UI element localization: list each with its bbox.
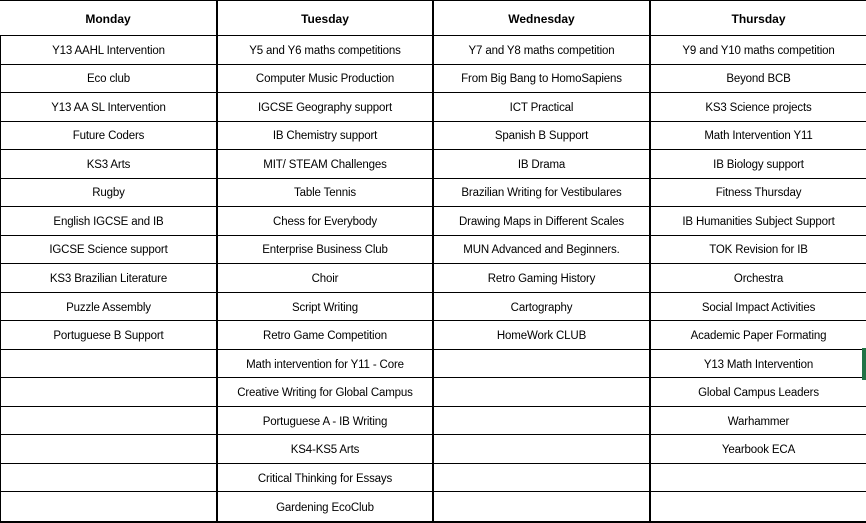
cell-tuesday-r3[interactable]: IGCSE Geography support <box>216 93 432 122</box>
column-header-monday[interactable]: Monday <box>0 1 216 36</box>
cell-wednesday-r17[interactable] <box>432 492 649 521</box>
cell-tuesday-r1[interactable]: Y5 and Y6 maths competitions <box>216 36 432 65</box>
cell-tuesday-r17[interactable]: Gardening EcoClub <box>216 492 432 521</box>
cell-wednesday-r13[interactable] <box>432 378 649 407</box>
excel-selection-indicator <box>862 348 866 381</box>
cell-monday-r1[interactable]: Y13 AAHL Intervention <box>0 36 216 65</box>
cell-tuesday-r14[interactable]: Portuguese A - IB Writing <box>216 407 432 436</box>
cell-thursday-r16[interactable] <box>649 464 866 493</box>
cell-tuesday-r5[interactable]: MIT/ STEAM Challenges <box>216 150 432 179</box>
cell-thursday-r3[interactable]: KS3 Science projects <box>649 93 866 122</box>
cell-thursday-r12[interactable]: Y13 Math Intervention <box>649 350 866 379</box>
column-header-tuesday[interactable]: Tuesday <box>216 1 432 36</box>
cell-tuesday-r2[interactable]: Computer Music Production <box>216 65 432 94</box>
cell-wednesday-r6[interactable]: Brazilian Writing for Vestibulares <box>432 179 649 208</box>
column-header-thursday[interactable]: Thursday <box>649 1 866 36</box>
cell-wednesday-r11[interactable]: HomeWork CLUB <box>432 321 649 350</box>
cell-thursday-r4[interactable]: Math Intervention Y11 <box>649 122 866 151</box>
cell-thursday-r8[interactable]: TOK Revision for IB <box>649 236 866 265</box>
cell-tuesday-r13[interactable]: Creative Writing for Global Campus <box>216 378 432 407</box>
cell-thursday-r17[interactable] <box>649 492 866 521</box>
cell-tuesday-r7[interactable]: Chess for Everybody <box>216 207 432 236</box>
cell-thursday-r9[interactable]: Orchestra <box>649 264 866 293</box>
cell-monday-r17[interactable] <box>0 492 216 521</box>
cell-tuesday-r15[interactable]: KS4-KS5 Arts <box>216 435 432 464</box>
cell-wednesday-r2[interactable]: From Big Bang to HomoSapiens <box>432 65 649 94</box>
cell-monday-r12[interactable] <box>0 350 216 379</box>
cell-thursday-r5[interactable]: IB Biology support <box>649 150 866 179</box>
cell-monday-r10[interactable]: Puzzle Assembly <box>0 293 216 322</box>
cell-thursday-r14[interactable]: Warhammer <box>649 407 866 436</box>
cell-monday-r5[interactable]: KS3 Arts <box>0 150 216 179</box>
cell-wednesday-r7[interactable]: Drawing Maps in Different Scales <box>432 207 649 236</box>
cell-monday-r15[interactable] <box>0 435 216 464</box>
cell-tuesday-r6[interactable]: Table Tennis <box>216 179 432 208</box>
cell-tuesday-r4[interactable]: IB Chemistry support <box>216 122 432 151</box>
cell-monday-r6[interactable]: Rugby <box>0 179 216 208</box>
column-header-wednesday[interactable]: Wednesday <box>432 1 649 36</box>
cell-monday-r16[interactable] <box>0 464 216 493</box>
cell-monday-r4[interactable]: Future Coders <box>0 122 216 151</box>
cell-thursday-r7[interactable]: IB Humanities Subject Support <box>649 207 866 236</box>
cell-thursday-r6[interactable]: Fitness Thursday <box>649 179 866 208</box>
cell-wednesday-r9[interactable]: Retro Gaming History <box>432 264 649 293</box>
cell-thursday-r1[interactable]: Y9 and Y10 maths competition <box>649 36 866 65</box>
cell-wednesday-r3[interactable]: ICT Practical <box>432 93 649 122</box>
cell-thursday-r13[interactable]: Global Campus Leaders <box>649 378 866 407</box>
cell-monday-r3[interactable]: Y13 AA SL Intervention <box>0 93 216 122</box>
cell-wednesday-r15[interactable] <box>432 435 649 464</box>
cell-monday-r13[interactable] <box>0 378 216 407</box>
cell-wednesday-r1[interactable]: Y7 and Y8 maths competition <box>432 36 649 65</box>
cell-wednesday-r14[interactable] <box>432 407 649 436</box>
cell-wednesday-r4[interactable]: Spanish B Support <box>432 122 649 151</box>
cell-tuesday-r10[interactable]: Script Writing <box>216 293 432 322</box>
cell-tuesday-r9[interactable]: Choir <box>216 264 432 293</box>
cell-monday-r2[interactable]: Eco club <box>0 65 216 94</box>
cell-wednesday-r12[interactable] <box>432 350 649 379</box>
cell-monday-r7[interactable]: English IGCSE and IB <box>0 207 216 236</box>
cell-tuesday-r12[interactable]: Math intervention for Y11 - Core <box>216 350 432 379</box>
cell-wednesday-r8[interactable]: MUN Advanced and Beginners. <box>432 236 649 265</box>
cell-tuesday-r16[interactable]: Critical Thinking for Essays <box>216 464 432 493</box>
cell-monday-r9[interactable]: KS3 Brazilian Literature <box>0 264 216 293</box>
cell-monday-r11[interactable]: Portuguese B Support <box>0 321 216 350</box>
cell-tuesday-r11[interactable]: Retro Game Competition <box>216 321 432 350</box>
cell-wednesday-r10[interactable]: Cartography <box>432 293 649 322</box>
cell-monday-r8[interactable]: IGCSE Science support <box>0 236 216 265</box>
cell-wednesday-r16[interactable] <box>432 464 649 493</box>
cell-thursday-r11[interactable]: Academic Paper Formating <box>649 321 866 350</box>
cell-monday-r14[interactable] <box>0 407 216 436</box>
cell-thursday-r10[interactable]: Social Impact Activities <box>649 293 866 322</box>
cell-wednesday-r5[interactable]: IB Drama <box>432 150 649 179</box>
cell-thursday-r15[interactable]: Yearbook ECA <box>649 435 866 464</box>
cell-thursday-r2[interactable]: Beyond BCB <box>649 65 866 94</box>
cell-tuesday-r8[interactable]: Enterprise Business Club <box>216 236 432 265</box>
